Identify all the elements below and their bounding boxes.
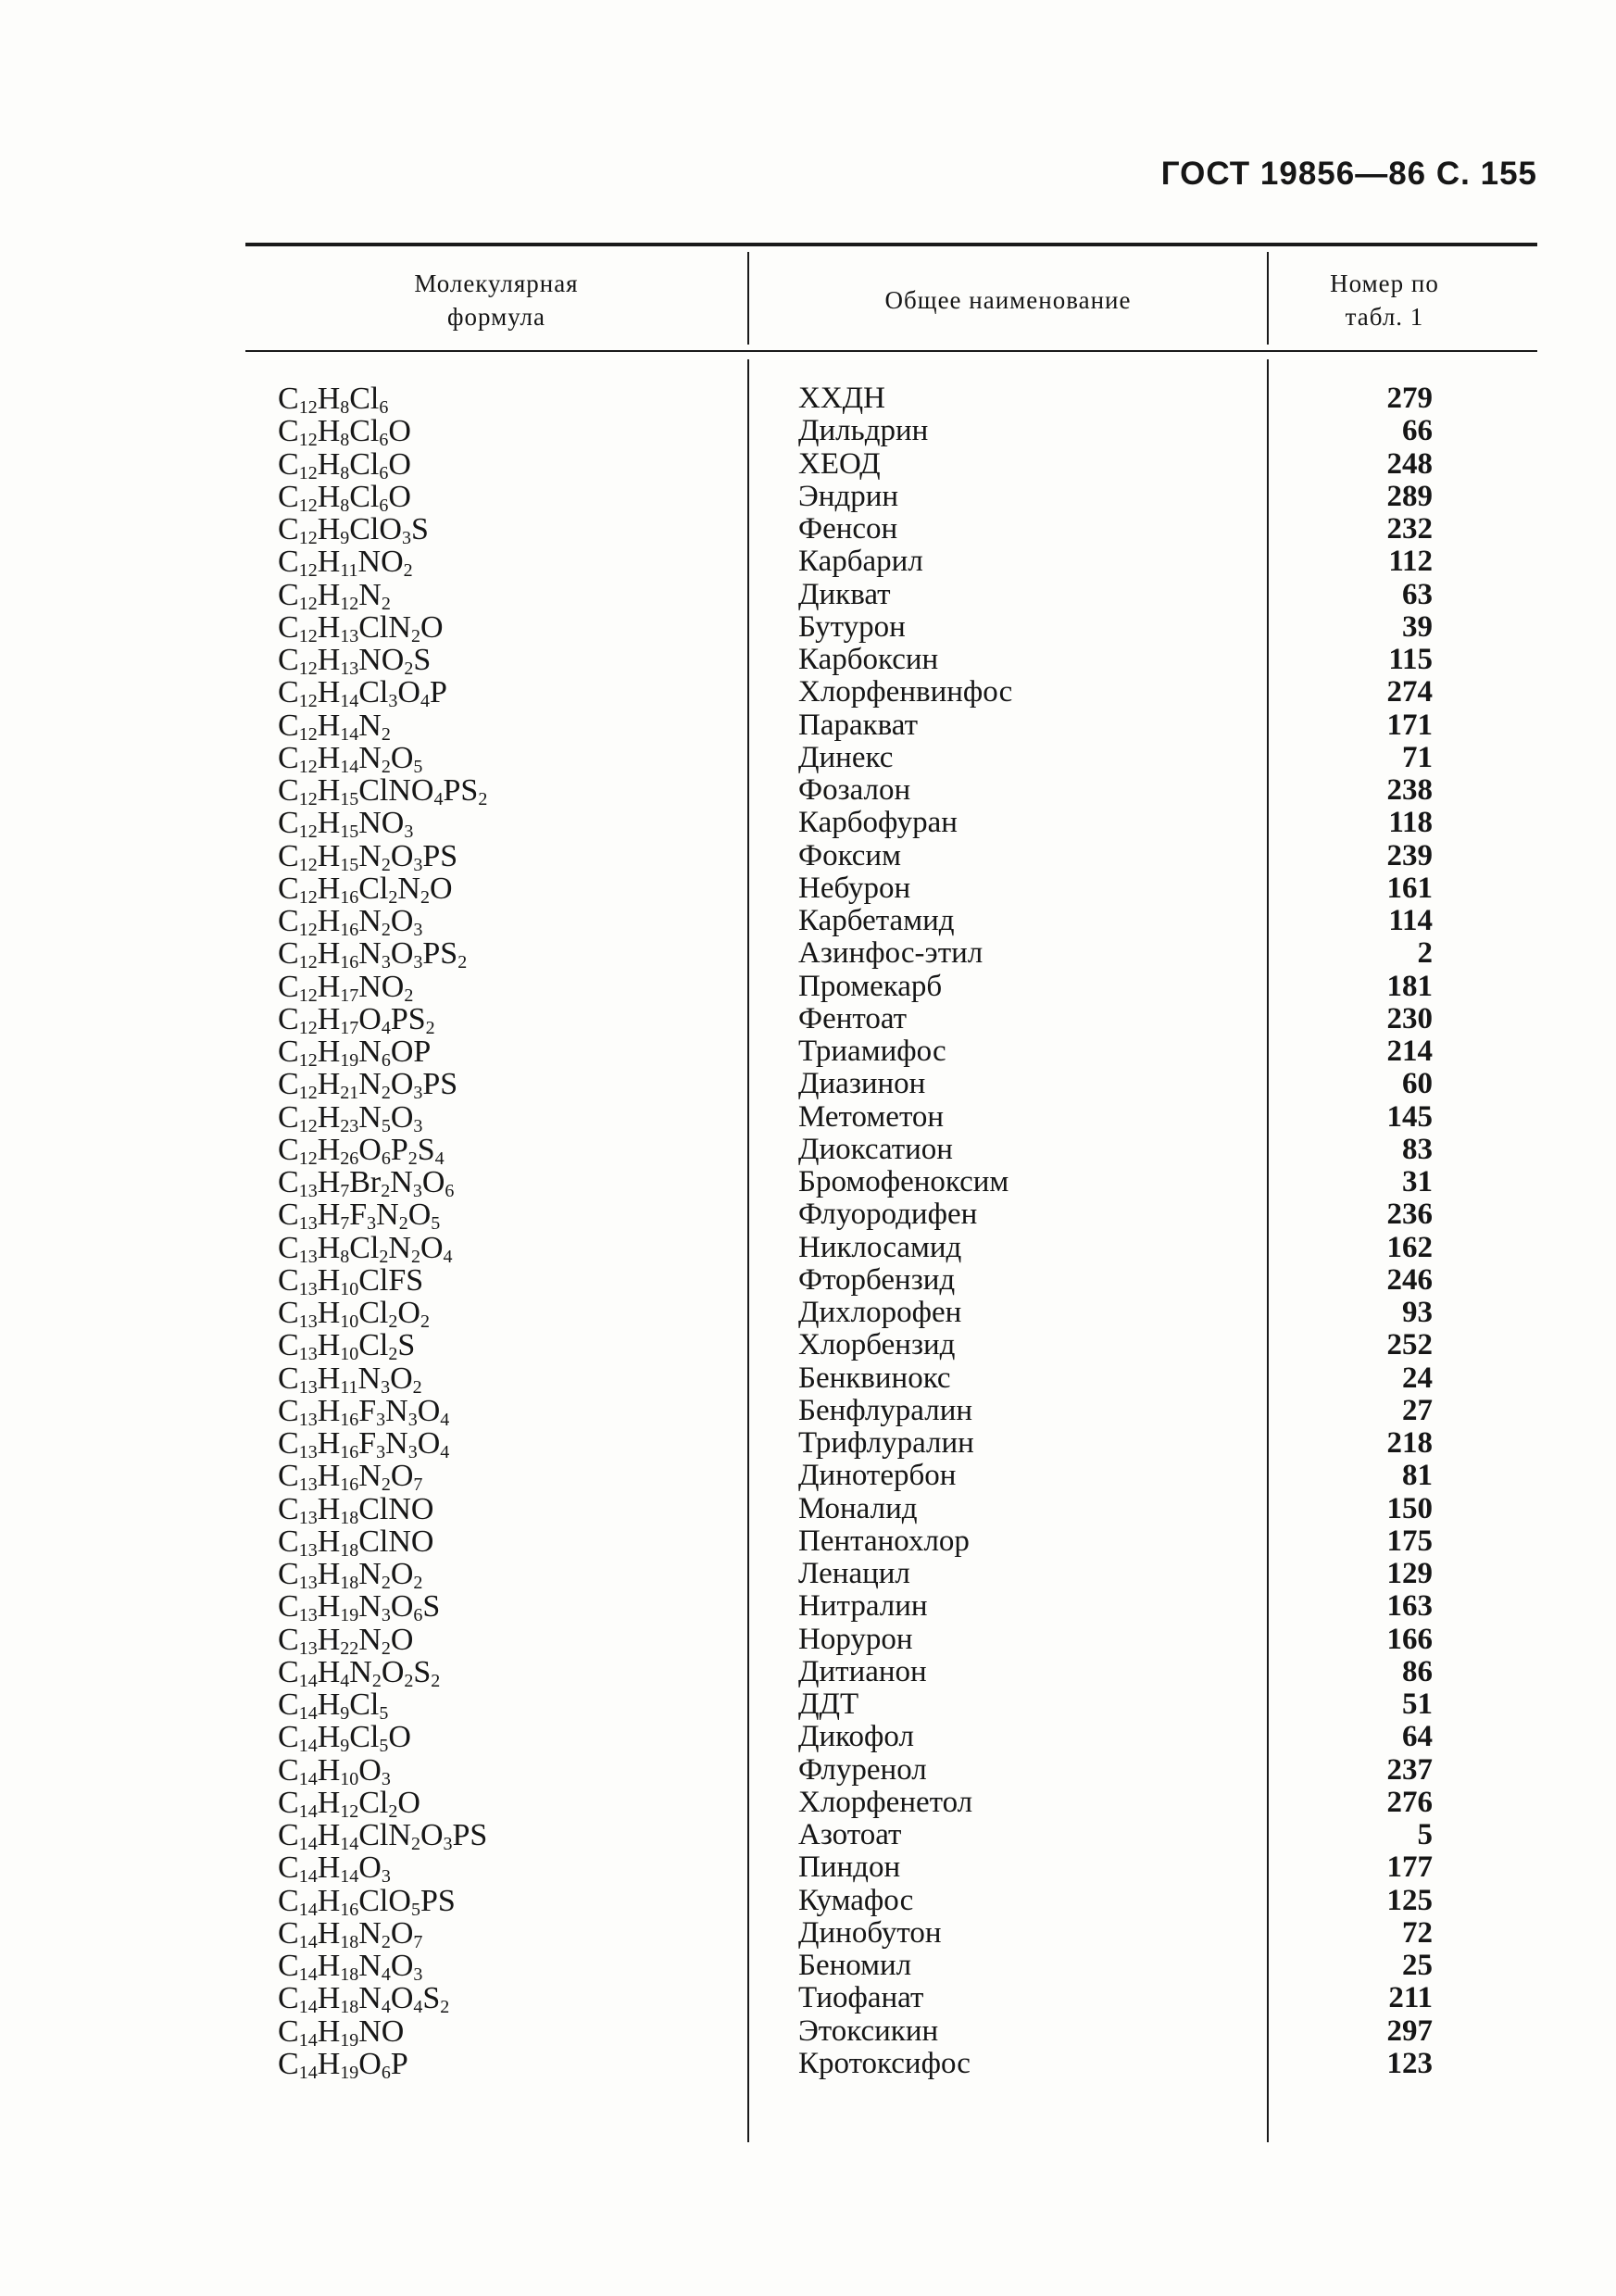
molecular-formula: $C_{14}H_{18}N_2O_7$ (278, 1915, 423, 1952)
common-name: Беномил (798, 1949, 912, 1982)
common-name: Хлорбензид (798, 1328, 956, 1362)
molecular-formula: $C_{12}H_{12}N_2$ (278, 577, 391, 614)
table-row (0, 1035, 1616, 1071)
molecular-formula: $C_{12}H_{23}N_5O_3$ (278, 1099, 423, 1136)
table-1-number: 211 (1388, 1981, 1433, 2015)
common-name: Динобутон (798, 1915, 942, 1950)
common-name: Фенсон (798, 512, 898, 546)
table-row (0, 1557, 1616, 1593)
molecular-formula: $C_{12}H_{15}NO_3$ (278, 806, 414, 843)
table-1-number: 39 (1402, 609, 1433, 644)
molecular-formula: $C_{14}H_{10}O_3$ (278, 1752, 391, 1789)
common-name: Кротоксифос (798, 2046, 971, 2080)
table-row (0, 1067, 1616, 1104)
molecular-formula: $C_{13}H_{11}N_3O_2$ (278, 1361, 422, 1398)
table-row (0, 871, 1616, 908)
common-name: Динекс (798, 740, 894, 774)
molecular-formula: $C_{13}H_7Br_2N_3O_6$ (278, 1165, 455, 1201)
common-name: Норурон (798, 1622, 913, 1656)
table-1-number: 86 (1402, 1654, 1433, 1688)
molecular-formula: $C_{12}H_{15}N_2O_3PS$ (278, 838, 458, 875)
column-header-name: Общее наименование (884, 285, 1132, 314)
common-name: Карбарил (798, 545, 923, 579)
table-row (0, 1296, 1616, 1332)
molecular-formula: $C_{12}H_{11}NO_2$ (278, 545, 413, 582)
table-row (0, 1328, 1616, 1365)
table-row (0, 1785, 1616, 1822)
table-1-number: 297 (1386, 2014, 1433, 2048)
common-name: Нитралин (798, 1589, 928, 1624)
table-1-number: 25 (1402, 1949, 1433, 1982)
common-name: Этоксикин (798, 2014, 939, 2048)
common-name: Дильдрин (798, 414, 929, 448)
table-1-number: 239 (1386, 838, 1433, 872)
table-1-number: 175 (1386, 1524, 1433, 1558)
common-name: Пиндон (798, 1851, 901, 1885)
column-header-number: Номер по табл. 1 (1330, 269, 1439, 331)
table-row (0, 1491, 1616, 1528)
table-1-number: 289 (1386, 479, 1433, 513)
table-1-number: 125 (1386, 1883, 1433, 1917)
molecular-formula: $C_{13}H_{19}N_3O_6S$ (278, 1589, 441, 1626)
common-name: Бенфлуралин (798, 1393, 973, 1427)
table-1-number: 162 (1386, 1230, 1433, 1264)
table-1-number: 161 (1386, 871, 1433, 905)
table-1-number: 31 (1402, 1165, 1433, 1198)
common-name: Фторбензид (798, 1262, 956, 1297)
table-1-number: 163 (1386, 1589, 1433, 1624)
table-row (0, 414, 1616, 451)
table-row (0, 1949, 1616, 1985)
table-row (0, 806, 1616, 843)
molecular-formula: $C_{12}H_{15}ClNO_4PS_2$ (278, 773, 488, 809)
common-name: ХХДН (798, 382, 886, 415)
molecular-formula: $C_{12}H_{14}N_2$ (278, 708, 391, 745)
molecular-formula: $C_{13}H_{18}ClNO$ (278, 1524, 434, 1561)
molecular-formula: $C_{13}H_{10}Cl_2S$ (278, 1328, 416, 1365)
common-name: Флуородифен (798, 1198, 978, 1232)
common-name: Карбетамид (798, 904, 955, 937)
molecular-formula: $C_{12}H_{13}NO_2S$ (278, 643, 432, 679)
table-1-number: 27 (1402, 1393, 1433, 1427)
table-row (0, 1001, 1616, 1038)
table-1-number: 114 (1388, 904, 1433, 937)
table-row (0, 382, 1616, 418)
table-1-number: 252 (1386, 1328, 1433, 1362)
molecular-formula: $C_{12}H_{13}ClN_2O$ (278, 609, 444, 646)
table-1-number: 145 (1386, 1099, 1433, 1134)
molecular-formula: $C_{14}H_9Cl_5O$ (278, 1720, 411, 1757)
common-name: ХЕОД (798, 446, 881, 481)
table-row (0, 1883, 1616, 1920)
table-1-number: 83 (1402, 1132, 1433, 1166)
common-name: Дикват (798, 577, 891, 611)
molecular-formula: $C_{12}H_{16}N_3O_3PS_2$ (278, 936, 468, 973)
column-header-formula: Молекулярная формула (414, 269, 579, 331)
table-1-number: 66 (1402, 414, 1433, 448)
common-name: Азинфос-этил (798, 936, 983, 971)
table-row (0, 1622, 1616, 1659)
table-1-number: 71 (1402, 740, 1433, 774)
common-name: Фозалон (798, 773, 911, 807)
table-1-number: 232 (1386, 512, 1433, 546)
table-row (0, 2014, 1616, 2051)
common-name: Паракват (798, 708, 919, 742)
common-name: Динотербон (798, 1459, 957, 1493)
molecular-formula: $C_{12}H_{16}Cl_2N_2O$ (278, 871, 453, 908)
table-row (0, 1524, 1616, 1561)
common-name: Бенквинокс (798, 1361, 951, 1395)
common-name: Фоксим (798, 838, 901, 872)
table-row (0, 611, 1616, 644)
common-name: Диазинон (798, 1067, 926, 1101)
table-row (0, 2046, 1616, 2083)
molecular-formula: $C_{12}H_8Cl_6$ (278, 382, 389, 418)
molecular-formula: $C_{14}H_4N_2O_2S_2$ (278, 1654, 441, 1691)
molecular-formula: $C_{12}H_{14}Cl_3O_4P$ (278, 675, 447, 712)
table-1-number: 118 (1388, 806, 1433, 840)
common-name: Хлорфенетол (798, 1785, 973, 1819)
common-name: Кумафос (798, 1883, 914, 1917)
molecular-formula: $C_{12}H_{19}N_6OP$ (278, 1035, 432, 1071)
table-1-number: 279 (1386, 382, 1433, 415)
molecular-formula: $C_{12}H_{17}NO_2$ (278, 969, 414, 1006)
table-row (0, 1264, 1616, 1297)
table-row (0, 1393, 1616, 1430)
molecular-formula: $C_{12}H_{17}O_4PS_2$ (278, 1001, 435, 1038)
common-name: Бромофеноксим (798, 1165, 1009, 1198)
molecular-formula: $C_{14}H_{16}ClO_5PS$ (278, 1883, 456, 1920)
table-1-number: 129 (1386, 1557, 1433, 1590)
table-row (0, 1361, 1616, 1398)
molecular-formula: $C_{14}H_{19}O_6P$ (278, 2046, 408, 2083)
table-top-rule (245, 243, 1537, 246)
table-1-number: 238 (1386, 773, 1433, 807)
table-1-number: 276 (1386, 1785, 1433, 1819)
table-row (0, 1818, 1616, 1854)
table-1-number: 93 (1402, 1296, 1433, 1329)
table-row (0, 479, 1616, 516)
common-name: Эндрин (798, 479, 899, 513)
table-row (0, 1230, 1616, 1267)
table-row (0, 904, 1616, 940)
table-row (0, 1720, 1616, 1757)
common-name: Тиофанат (798, 1981, 924, 2015)
common-name: Карбоксин (798, 643, 939, 676)
table-row (0, 1589, 1616, 1626)
molecular-formula: $C_{12}H_{26}O_6P_2S_4$ (278, 1132, 445, 1169)
table-1-number: 214 (1386, 1035, 1433, 1068)
table-1-number: 24 (1402, 1361, 1433, 1395)
table-row (0, 838, 1616, 875)
molecular-formula: $C_{14}H_{19}NO$ (278, 2014, 405, 2051)
common-name: Флуренол (798, 1752, 927, 1787)
table-row (0, 1198, 1616, 1235)
common-name: Хлорфенвинфос (798, 675, 1013, 709)
molecular-formula: $C_{12}H_{21}N_2O_3PS$ (278, 1067, 458, 1104)
table-row (0, 1917, 1616, 1950)
molecular-formula: $C_{13}H_{18}N_2O_2$ (278, 1557, 423, 1593)
table-1-number: 112 (1388, 545, 1433, 579)
table-row (0, 1687, 1616, 1724)
table-1-number: 5 (1417, 1818, 1433, 1851)
table-1-number: 274 (1386, 675, 1433, 709)
molecular-formula: $C_{13}H_{16}F_3N_3O_4$ (278, 1393, 450, 1430)
table-1-number: 81 (1402, 1459, 1433, 1493)
common-name: Дихлорофен (798, 1296, 962, 1329)
table-row (0, 740, 1616, 777)
table-row (0, 1101, 1616, 1134)
table-row (0, 643, 1616, 679)
table-1-number: 236 (1386, 1198, 1433, 1232)
molecular-formula: $C_{13}H_8Cl_2N_2O_4$ (278, 1230, 453, 1267)
table-1-number: 230 (1386, 1001, 1433, 1035)
table-1-number: 51 (1402, 1687, 1433, 1721)
table-row (0, 708, 1616, 745)
molecular-formula: $C_{13}H_{10}Cl_2O_2$ (278, 1296, 430, 1332)
common-name: Ленацил (798, 1557, 910, 1590)
table-1-number: 72 (1402, 1915, 1433, 1950)
table-1-number: 166 (1386, 1622, 1433, 1656)
molecular-formula: $C_{13}H_7F_3N_2O_5$ (278, 1198, 441, 1235)
molecular-formula: $C_{12}H_9ClO_3S$ (278, 512, 429, 548)
common-name: Фентоат (798, 1001, 908, 1035)
common-name: Трифлуралин (798, 1426, 974, 1460)
table-1-number: 2 (1417, 936, 1433, 971)
table-1-number: 177 (1386, 1851, 1433, 1885)
molecular-formula: $C_{13}H_{16}N_2O_7$ (278, 1459, 423, 1496)
table-row (0, 1165, 1616, 1201)
molecular-formula: $C_{14}H_{18}N_4O_4S_2$ (278, 1981, 450, 2018)
table-row (0, 1754, 1616, 1787)
common-name: Азотоат (798, 1818, 902, 1851)
molecular-formula: $C_{14}H_{14}O_3$ (278, 1851, 391, 1888)
table-1-number: 237 (1386, 1752, 1433, 1787)
molecular-formula: $C_{13}H_{18}ClNO$ (278, 1491, 434, 1528)
molecular-formula: $C_{13}H_{16}F_3N_3O_4$ (278, 1426, 450, 1462)
table-1-number: 64 (1402, 1720, 1433, 1754)
common-name: Дитианон (798, 1654, 927, 1688)
table-row (0, 1459, 1616, 1496)
molecular-formula: $C_{12}H_8Cl_6O$ (278, 446, 411, 483)
table-row (0, 774, 1616, 807)
common-name: Небурон (798, 871, 911, 905)
table-row (0, 545, 1616, 582)
molecular-formula: $C_{12}H_8Cl_6O$ (278, 479, 411, 516)
common-name: Диоксатион (798, 1132, 953, 1166)
page-header: ГОСТ 19856—86 С. 155 (1160, 156, 1537, 192)
table-header-rule (245, 350, 1537, 352)
molecular-formula: $C_{12}H_{14}N_2O_5$ (278, 740, 423, 777)
table-body (0, 382, 1616, 2083)
table-1-number: 123 (1386, 2046, 1433, 2080)
molecular-formula: $C_{13}H_{10}ClFS$ (278, 1262, 424, 1299)
molecular-formula: $C_{12}H_8Cl_6O$ (278, 414, 411, 451)
molecular-formula: $C_{12}H_{16}N_2O_3$ (278, 904, 423, 940)
common-name: Бутурон (798, 609, 906, 644)
common-name: Карбофуран (798, 806, 958, 840)
common-name: Промекарб (798, 969, 943, 1003)
table-row (0, 675, 1616, 712)
table-1-number: 150 (1386, 1491, 1433, 1525)
molecular-formula: $C_{14}H_{12}Cl_2O$ (278, 1785, 420, 1822)
table-row (0, 1654, 1616, 1691)
table-1-number: 171 (1386, 708, 1433, 742)
table-1-number: 181 (1386, 969, 1433, 1003)
table-row (0, 1981, 1616, 2018)
common-name: Триамифос (798, 1035, 946, 1068)
table-1-number: 248 (1386, 446, 1433, 481)
molecular-formula: $C_{14}H_{18}N_4O_3$ (278, 1949, 423, 1985)
table-row (0, 1851, 1616, 1888)
table-1-number: 60 (1402, 1067, 1433, 1101)
table-1-number: 246 (1386, 1262, 1433, 1297)
table-row (0, 936, 1616, 973)
common-name: Никлосамид (798, 1230, 962, 1264)
table-row (0, 1132, 1616, 1169)
table-row (0, 969, 1616, 1006)
table-row (0, 448, 1616, 481)
molecular-formula: $C_{14}H_{14}ClN_2O_3PS$ (278, 1818, 488, 1854)
common-name: Пентанохлор (798, 1524, 970, 1558)
table-1-number: 115 (1388, 643, 1433, 676)
table-1-number: 218 (1386, 1426, 1433, 1460)
common-name: Моналид (798, 1491, 918, 1525)
common-name: ДДТ (798, 1687, 859, 1721)
molecular-formula: $C_{13}H_{22}N_2O$ (278, 1622, 414, 1659)
table-row (0, 577, 1616, 614)
table-row (0, 513, 1616, 546)
common-name: Дикофол (798, 1720, 914, 1754)
molecular-formula: $C_{14}H_9Cl_5$ (278, 1687, 389, 1724)
table-row (0, 1427, 1616, 1460)
table-1-number: 63 (1402, 577, 1433, 611)
common-name: Метометон (798, 1099, 945, 1134)
